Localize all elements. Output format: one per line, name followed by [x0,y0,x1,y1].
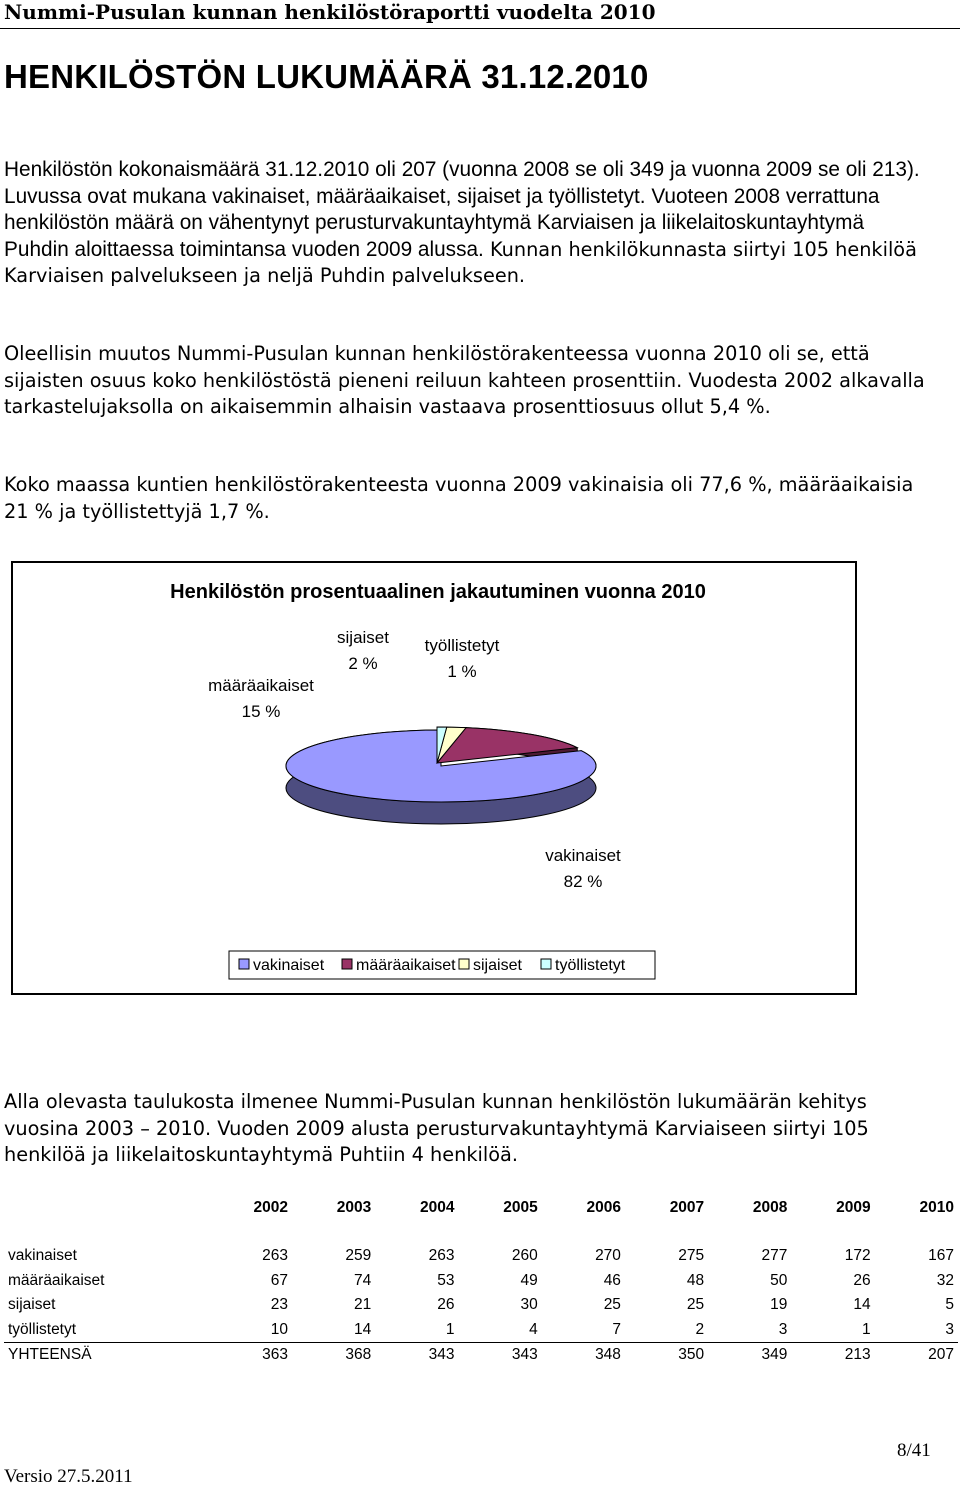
slice-value-label-työllistetyt: 1 % [447,662,477,681]
table-row-label: määräaikaiset [8,1271,105,1289]
table-cell: 213 [844,1346,871,1364]
slice-label-vakinaiset: vakinaiset [545,846,621,865]
slice-value-label-vakinaiset: 82 % [563,872,603,891]
table-cell: 48 [686,1271,705,1289]
table-cell: 14 [292,1318,375,1343]
table-year-header: 2003 [336,1199,372,1216]
table-year-header: 2006 [586,1199,621,1216]
table-cell: 25 [603,1296,621,1314]
table-year-header: 2002 [253,1199,288,1216]
table-corner-cell [4,1194,209,1222]
paragraph-1-arial: Henkilöstön kokonaismäärä 31.12.2010 oli 207 (vuonna 2008 se oli 349 ja vuonna 2009 se oli 213). Luvussa ovat mukana vakinaiset, määräaikaiset, sijaiset ja työllistetyt. Vuoteen 2008 verrattuna henkilöstön määrä on vähentynyt perusturvakuntayhtymä Karviaisen ja liikelaitoskuntayhtymä Puhdin aloittaessa toimintansa vuoden 2009 alussa. [4,158,920,261]
paragraph-1 [4,157,934,290]
table-cell: 172 [844,1247,871,1265]
table-cell: 19 [770,1296,788,1314]
table-cell: 74 [353,1271,372,1289]
legend-label-vakinaiset: vakinaiset [253,957,325,974]
table-cell: 14 [853,1296,871,1314]
legend-swatch-määräaikaiset [342,959,352,969]
table-row-label: sijaiset [8,1296,56,1314]
table-cell: 259 [345,1247,372,1265]
slice-label-sijaiset: sijaiset [337,628,389,647]
table-cell: 2 [625,1318,708,1343]
paragraph-2: Oleellisin muutos Nummi-Pusulan kunnan henkilöstörakenteessa vuonna 2010 oli se, että sijaisten osuus koko henkilöstöstä pieneni reiluun kahteen prosenttiin. Vuodesta 2002 alkavalla tarkastelujaksolla on aikaisemmin alhaisin vastaava prosenttiosuus ollut 5,4 %. [4,342,925,418]
pie-chart-frame [11,561,857,995]
table-cell: 270 [595,1247,621,1265]
table-cell: 26 [437,1296,455,1314]
table-cell: 3 [875,1318,958,1343]
table-cell: 30 [520,1296,538,1314]
table-row-label: työllistetyt [4,1318,209,1343]
table-cell: 50 [770,1271,788,1289]
table-row [4,1343,958,1368]
footer-page-number: 8/41 [897,1440,931,1461]
table-cell: 32 [936,1271,954,1289]
footer-version: Versio 27.5.2011 [4,1466,133,1487]
legend-label-sijaiset: sijaiset [473,957,522,974]
legend-label-määräaikaiset: määräaikaiset [356,957,456,974]
table-cell: 67 [270,1271,288,1289]
legend-swatch-sijaiset [459,959,469,969]
table-cell: 25 [686,1296,705,1314]
table-row [4,1269,958,1294]
chart-title: Henkilöstön prosentuaalinen jakautuminen vuonna 2010 [170,581,706,603]
table-cell: 23 [270,1296,288,1314]
table-cell: 5 [945,1296,954,1314]
slice-value-label-määräaikaiset: 15 % [241,702,281,721]
slice-label-määräaikaiset: määräaikaiset [208,676,314,695]
table-cell: 10 [209,1318,292,1343]
table-year-header: 2007 [669,1199,705,1216]
table-cell: 348 [595,1346,621,1364]
table-cell: 350 [678,1346,705,1364]
table-cell: 1 [375,1318,458,1343]
table-cell: 49 [520,1271,538,1289]
table-row [4,1244,958,1269]
table-cell: 46 [603,1271,621,1289]
table-cell: 21 [353,1296,372,1314]
table-row-label: vakinaiset [8,1247,77,1265]
table-year-header: 2005 [503,1199,538,1216]
table-cell: 368 [345,1346,372,1364]
table-cell: 343 [511,1346,538,1364]
table-row-label: YHTEENSÄ [8,1346,92,1364]
report-header-title: Nummi-Pusulan kunnan henkilöstöraportti vuodelta 2010 [4,0,656,24]
paragraph-1-verdana: Kunnan henkilökunnasta siirtyi 105 henkilöä Karviaisen palvelukseen ja neljä Puhdin palvelukseen. [4,237,917,287]
table-cell: 363 [262,1346,288,1364]
table-cell: 349 [761,1346,788,1364]
table-spacer-row [4,1222,958,1244]
slice-label-työllistetyt: työllistetyt [424,636,500,655]
table-cell: 26 [853,1271,871,1289]
legend-swatch-työllistetyt [541,959,551,969]
staff-count-table [4,1194,958,1368]
table-cell: 263 [428,1247,455,1265]
header-rule [0,28,960,29]
table-header-row [4,1194,958,1222]
table-cell: 3 [708,1318,791,1343]
page-heading: HENKILÖSTÖN LUKUMÄÄRÄ 31.12.2010 [4,58,649,95]
table-cell: 167 [928,1247,954,1265]
table-cell: 7 [542,1318,625,1343]
table-cell: 260 [511,1247,538,1265]
table-row [4,1293,958,1318]
paragraph-3: Koko maassa kuntien henkilöstörakenteesta vuonna 2009 vakinaisia oli 77,6 %, määräaikaisia 21 % ja työllistettyjä 1,7 %. [4,473,914,523]
table-cell: 4 [458,1318,541,1343]
table-cell: 53 [437,1271,455,1289]
table-cell: 343 [428,1346,455,1364]
paragraph-4: Alla olevasta taulukosta ilmenee Nummi-Pusulan kunnan henkilöstön lukumäärän kehitys vuosina 2003 – 2010. Vuoden 2009 alusta perusturvakuntayhtymä Karviaiseen siirtyi 105 henkilöä ja liikelaitoskuntayhtymä Puhtiin 4 henkilöä. [4,1090,869,1166]
slice-value-label-sijaiset: 2 % [348,654,378,673]
table-year-header: 2009 [836,1199,871,1216]
table-year-header: 2004 [419,1199,455,1216]
table-cell: 277 [761,1247,788,1265]
pie-chart [13,563,855,993]
table-cell: 275 [678,1247,705,1265]
table-cell: 263 [262,1247,288,1265]
table-cell: 1 [791,1318,874,1343]
table-year-header: 2008 [752,1199,788,1216]
legend-swatch-vakinaiset [239,959,249,969]
table-row [4,1318,958,1343]
table-cell: 207 [928,1346,954,1364]
table-year-header: 2010 [919,1199,954,1216]
legend-label-työllistetyt: työllistetyt [555,957,626,974]
